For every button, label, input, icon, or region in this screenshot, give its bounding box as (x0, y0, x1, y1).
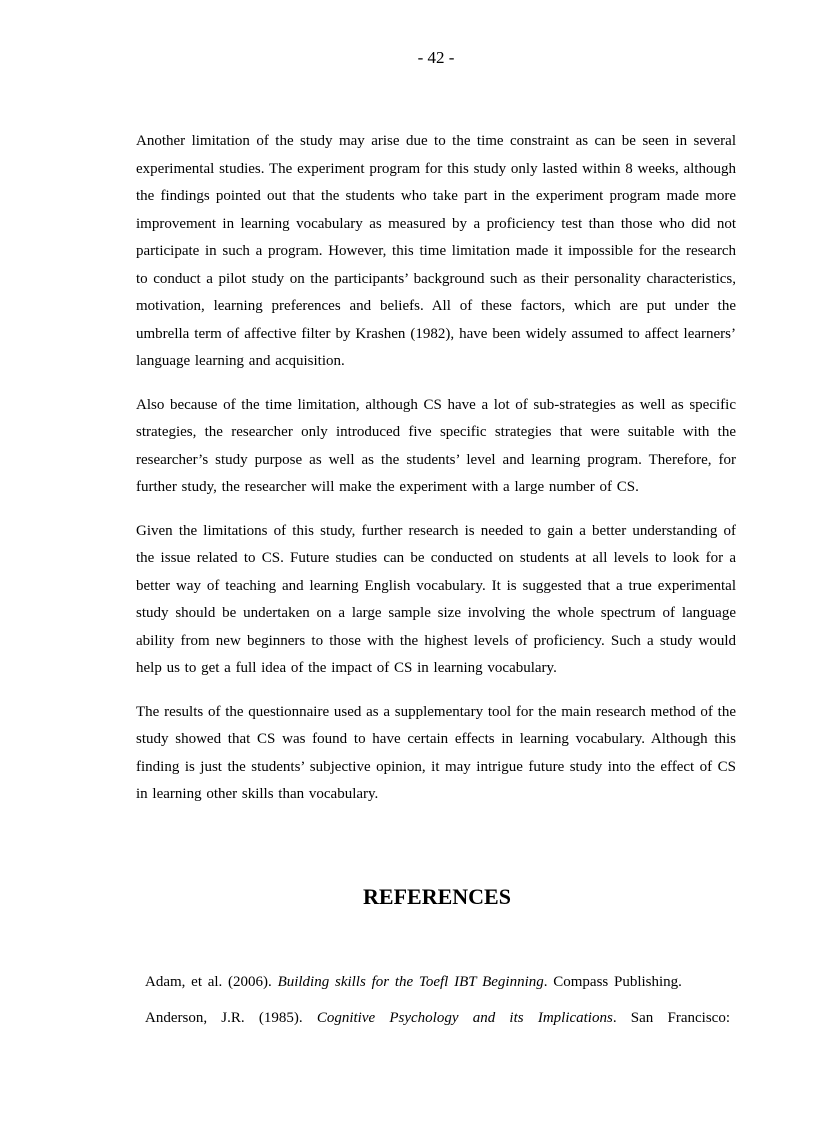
paragraph-further-research: Given the limitations of this study, further research is needed to gain a better understanding of the issue related to CS. Future studies can be conducted on students at all levels to look for a better way of teaching and learning English vocabulary. It is suggested that a true experimental study should be undertaken on a large sample size involving the whole spectrum of language ability from new beginners to those with the highest levels of proficiency. Such a study would help us to get a full idea of the impact of CS in learning vocabulary. (136, 522, 736, 676)
paragraph-questionnaire-results: The results of the questionnaire used as a supplementary tool for the main research method of the study showed that CS was found to have certain effects in learning vocabulary. Although this finding is just the students’ subjective opinion, it may intrigue future study into the effect of CS in learning other skills than vocabulary. (136, 703, 736, 802)
reference-authors-year: Adam, et al. (2006). (145, 974, 278, 990)
reference-title: Building skills for the Toefl IBT Beginning (277, 974, 544, 990)
reference-authors-year: Anderson, J.R. (1985). (145, 1010, 317, 1026)
page-number: - 42 - (417, 48, 455, 67)
body-text (136, 128, 736, 825)
references-heading: REFERENCES (363, 884, 511, 909)
reference-entry-anderson (145, 1004, 730, 1032)
reference-publisher: . San Francisco: (612, 1010, 730, 1026)
reference-entry-adam (145, 968, 730, 996)
references-list (145, 968, 730, 1040)
paragraph-strategies-limitation: Also because of the time limitation, although CS have a lot of sub-strategies as well as specific strategies, the researcher only introduced five specific strategies that were suitable with the researcher’s study purpose as well as the students’ level and learning program. Therefore, for further study, the researcher will make the experiment with a large number of CS. (136, 396, 736, 495)
reference-title: Cognitive Psychology and its Implications (316, 1010, 613, 1026)
paragraph-time-constraint: Another limitation of the study may arise due to the time constraint as can be seen in several experimental studies. The experiment program for this study only lasted within 8 weeks, although the findings pointed out that the students who take part in the experiment program made more improvement in learning vocabulary as measured by a proficiency test than those who did not participate in such a program. However, this time limitation made it impossible for the research to conduct a pilot study on the participants’ background such as their personality characteristics, motivation, learning preferences and beliefs. All of these factors, which are put under the umbrella term of affective filter by Krashen (1982), have been widely assumed to affect learners’ language learning and acquisition. (136, 133, 736, 369)
reference-publisher: . Compass Publishing. (543, 974, 682, 990)
